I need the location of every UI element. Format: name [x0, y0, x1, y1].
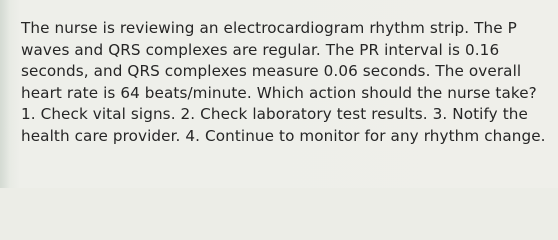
left-edge-shade — [0, 0, 10, 188]
question-text: The nurse is reviewing an electrocardiogram rhythm strip. The P waves and QRS complexes are regular. The PR interval is 0.16 seconds, and QRS complexes measure 0.06 seconds. The overall heart rate is 64 beats/minute. Which action should the nurse take? 1. Check vital signs. 2. Check laboratory test results. 3. Notify the health care provider. 4. Continue to monitor for any rhythm change. — [21, 19, 546, 145]
